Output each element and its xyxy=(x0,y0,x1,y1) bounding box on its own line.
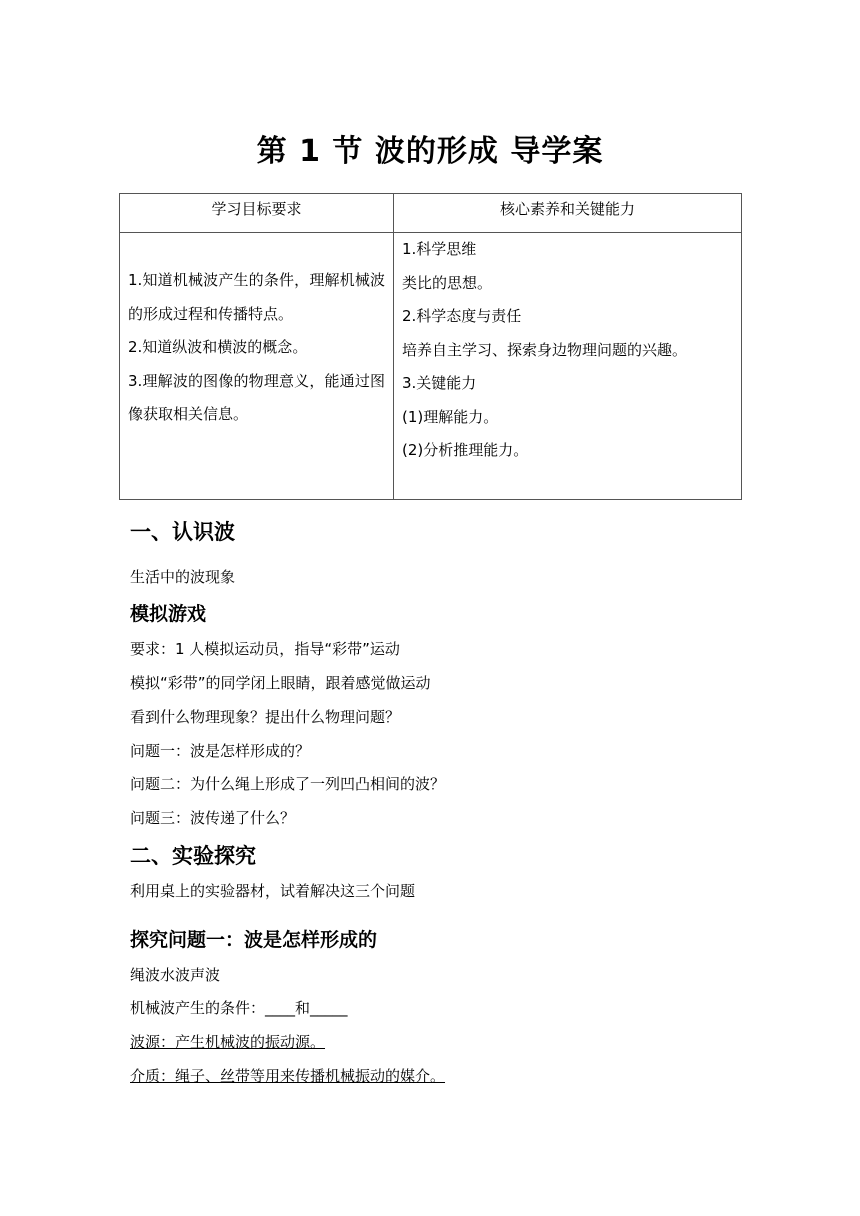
goal-item: 1.知道机械波产生的条件，理解机械波的形成过程和传播特点。 xyxy=(128,271,385,323)
page-title: 第 1 节 波的形成 导学案 xyxy=(256,134,604,169)
section-heading-experiment: 二、实验探究 xyxy=(130,844,256,868)
header-learning-goals: 学习目标要求 xyxy=(120,194,394,233)
definition-wave-source: 波源：产生机械波的振动源。 xyxy=(130,1033,326,1051)
goal-item: 2.知道纵波和横波的概念。 xyxy=(128,338,308,356)
question-line: 问题二：为什么绳上形成了一列凹凸相间的波？ xyxy=(130,775,446,793)
fill-in-blank-line: 机械波产生的条件：____和_____ xyxy=(130,999,348,1017)
table-header-row xyxy=(120,194,742,233)
competency-item: (1)理解能力。 xyxy=(402,407,499,426)
definition-medium: 介质：绳子、丝带等用来传播机械振动的媒介。 xyxy=(130,1067,446,1085)
competency-item: 类比的思想。 xyxy=(402,273,493,292)
goal-item: 3.理解波的图像的物理意义，能通过图像获取相关信息。 xyxy=(128,371,385,423)
text-line: 看到什么物理现象？提出什么物理问题？ xyxy=(130,708,401,726)
header-core-competencies: 核心素养和关键能力 xyxy=(394,194,742,233)
question-line: 问题一：波是怎样形成的？ xyxy=(130,742,311,760)
subheading-simulation-game: 模拟游戏 xyxy=(130,603,207,625)
section-intro: 利用桌上的实验器材，试着解决这三个问题 xyxy=(130,882,416,900)
core-competencies-cell xyxy=(394,233,742,500)
competency-item: 3.关键能力 xyxy=(402,374,477,392)
goals-table xyxy=(119,193,742,500)
section-heading-recognize-waves: 一、认识波 xyxy=(130,520,235,544)
competency-item: 2.科学态度与责任 xyxy=(402,307,522,325)
question-line: 问题三：波传递了什么？ xyxy=(130,809,296,827)
competency-item: 1.科学思维 xyxy=(402,240,477,258)
competency-item: 培养自主学习、探索身边物理问题的兴趣。 xyxy=(402,340,688,359)
table-body-row xyxy=(120,233,742,500)
learning-goals-cell xyxy=(120,233,394,500)
text-line: 要求：1 人模拟运动员，指导“彩带”运动 xyxy=(130,640,400,658)
section-intro: 生活中的波现象 xyxy=(130,568,236,586)
subheading-explore-question-one: 探究问题一：波是怎样形成的 xyxy=(130,929,378,951)
text-line: 模拟“彩带”的同学闭上眼睛，跟着感觉做运动 xyxy=(130,674,431,692)
competency-item: (2)分析推理能力。 xyxy=(402,441,529,459)
text-line: 绳波水波声波 xyxy=(130,966,221,984)
